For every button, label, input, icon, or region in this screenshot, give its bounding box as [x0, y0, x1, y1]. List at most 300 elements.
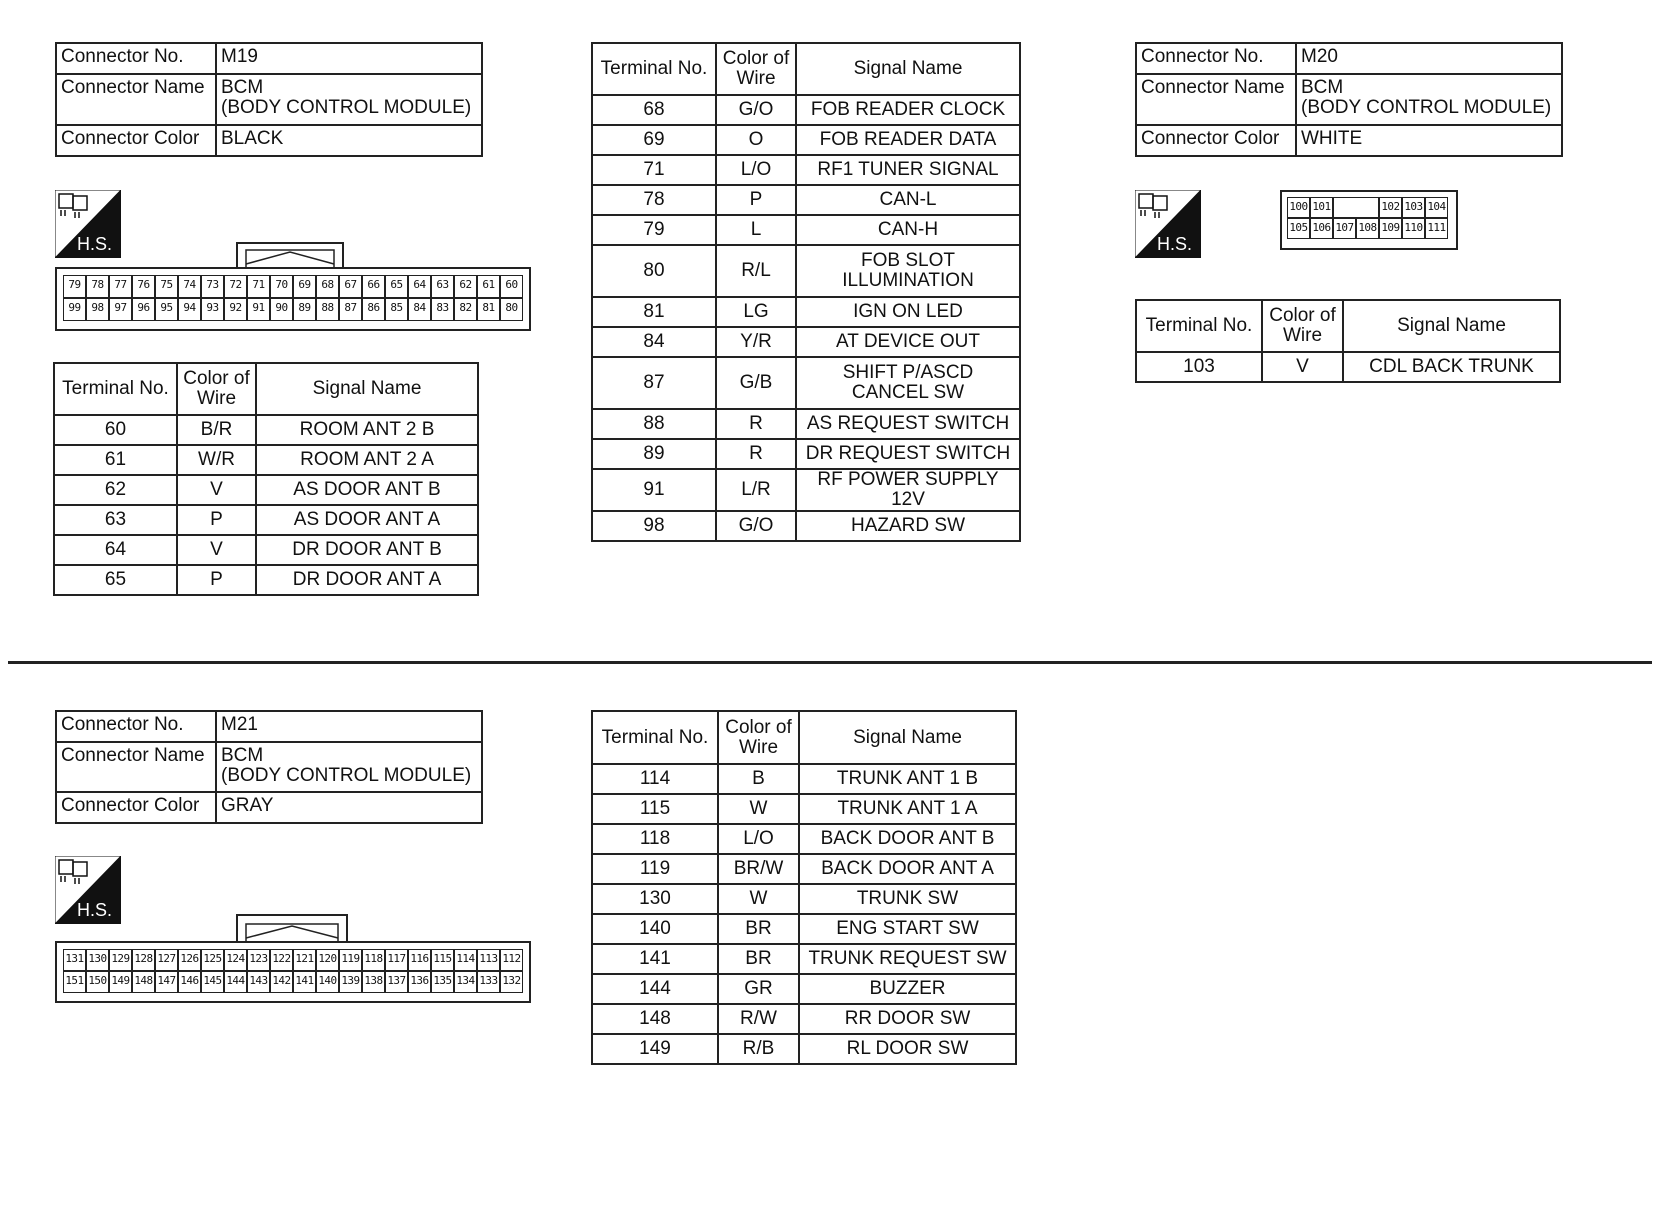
wire-color-cell: R	[716, 409, 796, 439]
color-of-label: Color of	[725, 716, 792, 738]
m21-connector-info	[55, 710, 483, 824]
connector-name-value	[216, 742, 482, 792]
connector-name-label: Connector Name	[1136, 74, 1296, 125]
pin-cell: 139	[339, 971, 362, 993]
wire-label: Wire	[1282, 325, 1323, 346]
pin-cell: 136	[408, 971, 431, 993]
pin-cell: 89	[293, 298, 316, 321]
pin-cell: 76	[132, 275, 155, 298]
connector-no-label: Connector No.	[56, 43, 216, 74]
table-row	[592, 155, 1020, 185]
pin-cell: 144	[224, 971, 247, 993]
pin-cell: 64	[408, 275, 431, 298]
signal-name-line-1: RF POWER SUPPLY 12V	[817, 469, 999, 510]
table-row	[592, 297, 1020, 327]
wire-color-cell: R	[716, 439, 796, 469]
pin-cell: 94	[178, 298, 201, 321]
wire-color-cell: W	[718, 794, 799, 824]
pin-cell: 123	[247, 949, 270, 971]
pin-cell: 126	[178, 949, 201, 971]
pin-cell: 120	[316, 949, 339, 971]
wire-color-cell: L/R	[716, 469, 796, 511]
pin-cell: 142	[270, 971, 293, 993]
wire-color-cell: G/O	[716, 511, 796, 541]
pin-cell: 147	[155, 971, 178, 993]
terminal-no-cell: 62	[54, 475, 177, 505]
table-row	[592, 944, 1016, 974]
terminal-no-cell: 71	[592, 155, 716, 185]
signal-name-line-1: FOB READER DATA	[819, 129, 997, 150]
terminal-no-cell: 60	[54, 415, 177, 445]
pin-cell: 97	[109, 298, 132, 321]
connector-latch	[236, 914, 348, 944]
pin-cell: 84	[408, 298, 431, 321]
color-of-label: Color of	[183, 368, 250, 389]
signal-name-line-1: CAN-H	[877, 219, 939, 240]
pin-cell: 72	[224, 275, 247, 298]
connector-color-value: WHITE	[1296, 125, 1562, 156]
pin-cell: 132	[500, 971, 523, 993]
pin-cell: 83	[431, 298, 454, 321]
terminal-no-header: Terminal No.	[592, 43, 716, 95]
pin-cell: 69	[293, 275, 316, 298]
pin-cell: 115	[431, 949, 454, 971]
pin-cell: 60	[500, 275, 523, 298]
terminal-no-cell: 118	[592, 824, 718, 854]
terminal-no-cell: 88	[592, 409, 716, 439]
pin-cell: 80	[500, 298, 523, 321]
pin-cell: 108	[1356, 218, 1379, 239]
pin-cell: 107	[1333, 218, 1356, 239]
terminal-no-cell: 65	[54, 565, 177, 595]
wire-label: Wire	[736, 68, 776, 89]
connector-color-label: Connector Color	[56, 792, 216, 823]
table-row	[54, 445, 478, 475]
terminal-no-cell: 81	[592, 297, 716, 327]
wire-color-cell: R/B	[718, 1034, 799, 1064]
pin-cell: 71	[247, 275, 270, 298]
signal-name-cell: TRUNK ANT 1 B	[799, 764, 1016, 794]
wire-color-cell: LG	[716, 297, 796, 327]
signal-name-cell: RR DOOR SW	[799, 1004, 1016, 1034]
signal-name-line-1: IGN ON LED	[853, 301, 963, 322]
m20-pin-grid-bottom	[1287, 218, 1448, 239]
pin-cell: 87	[339, 298, 362, 321]
signal-name-line-1: SHIFT P/ASCD	[842, 362, 974, 383]
pin-cell: 143	[247, 971, 270, 993]
table-row	[592, 974, 1016, 1004]
connector-name-line-1: BCM	[221, 77, 264, 98]
signal-name-cell: AS DOOR ANT A	[256, 505, 478, 535]
wire-color-cell: BR/W	[718, 854, 799, 884]
signal-name-cell	[796, 327, 1020, 357]
pin-cell: 96	[132, 298, 155, 321]
terminal-no-header: Terminal No.	[54, 363, 177, 415]
connector-color-value: BLACK	[216, 125, 482, 156]
terminal-no-cell: 80	[592, 245, 716, 297]
terminal-no-cell: 61	[54, 445, 177, 475]
pin-cell: 105	[1287, 218, 1310, 239]
pin-cell: 134	[454, 971, 477, 993]
pin-cell: 135	[431, 971, 454, 993]
signal-name-cell	[796, 125, 1020, 155]
signal-name-cell	[796, 155, 1020, 185]
wire-color-cell: P	[716, 185, 796, 215]
signal-name-cell	[796, 95, 1020, 125]
table-row	[592, 884, 1016, 914]
pin-cell: 148	[132, 971, 155, 993]
table-row	[54, 505, 478, 535]
pin-cell: 116	[408, 949, 431, 971]
middle-signal-rows	[592, 95, 1020, 541]
color-of-wire-header	[177, 363, 256, 415]
pin-cell: 103	[1402, 197, 1425, 218]
m21-signal-table	[591, 710, 1017, 1065]
wire-color-cell: G/O	[716, 95, 796, 125]
pin-cell: 125	[201, 949, 224, 971]
m20-pin-grid-top	[1287, 197, 1448, 218]
signal-name-cell	[796, 215, 1020, 245]
pin-cell: 65	[385, 275, 408, 298]
pin-cell: 90	[270, 298, 293, 321]
wire-label: Wire	[738, 736, 779, 758]
pin-cell: 129	[109, 949, 132, 971]
pin-cell: 114	[454, 949, 477, 971]
connector-name-label: Connector Name	[56, 74, 216, 125]
signal-name-line-1: AS REQUEST SWITCH	[806, 413, 1010, 434]
table-row	[592, 357, 1020, 409]
m20-connector-face	[1280, 190, 1458, 250]
wire-color-cell: B	[718, 764, 799, 794]
wire-color-cell: V	[177, 475, 256, 505]
terminal-no-cell: 87	[592, 357, 716, 409]
pin-cell: 131	[63, 949, 86, 971]
wire-color-cell: V	[177, 535, 256, 565]
connector-name-label: Connector Name	[56, 742, 216, 792]
pin-cell: 102	[1379, 197, 1402, 218]
pin-cell: 78	[86, 275, 109, 298]
signal-name-line-1: AT DEVICE OUT	[836, 331, 980, 352]
color-of-label: Color of	[1269, 305, 1336, 326]
signal-name-line-1: DR REQUEST SWITCH	[805, 443, 1011, 464]
terminal-no-cell: 130	[592, 884, 718, 914]
pin-cell: 61	[477, 275, 500, 298]
signal-name-cell: ENG START SW	[799, 914, 1016, 944]
table-row	[592, 215, 1020, 245]
m20-signal-rows	[1136, 352, 1560, 382]
pin-cell: 100	[1287, 197, 1310, 218]
pin-cell: 119	[339, 949, 362, 971]
connector-no-value: M21	[216, 711, 482, 742]
pin-cell: 104	[1425, 197, 1448, 218]
signal-name-cell: AS DOOR ANT B	[256, 475, 478, 505]
pin-cell: 88	[316, 298, 339, 321]
hs-label: H.S.	[77, 234, 113, 254]
color-of-wire-header	[718, 711, 799, 764]
signal-name-header: Signal Name	[256, 363, 478, 415]
signal-name-cell	[796, 409, 1020, 439]
terminal-no-cell: 144	[592, 974, 718, 1004]
signal-name-cell	[796, 245, 1020, 297]
wire-color-cell: L/O	[716, 155, 796, 185]
signal-name-cell	[796, 511, 1020, 541]
pin-cell: 93	[201, 298, 224, 321]
pin-cell: 117	[385, 949, 408, 971]
table-row	[592, 824, 1016, 854]
m19-connector-info	[55, 42, 483, 157]
wire-color-cell: L	[716, 215, 796, 245]
terminal-no-cell: 149	[592, 1034, 718, 1064]
pin-cell: 150	[86, 971, 109, 993]
m21-signal-rows	[592, 764, 1016, 1064]
pin-cell: 67	[339, 275, 362, 298]
signal-name-cell: BACK DOOR ANT B	[799, 824, 1016, 854]
pin-cell: 130	[86, 949, 109, 971]
m19-signal-table-continued	[591, 42, 1021, 542]
pin-cell: 86	[362, 298, 385, 321]
wire-color-cell: R/L	[716, 245, 796, 297]
signal-name-cell: TRUNK REQUEST SW	[799, 944, 1016, 974]
terminal-no-cell: 141	[592, 944, 718, 974]
signal-name-line-1: FOB READER CLOCK	[810, 99, 1006, 120]
harness-side-icon	[55, 190, 121, 258]
m20-connector-info	[1135, 42, 1563, 157]
connector-latch	[236, 242, 344, 270]
connector-name-value	[216, 74, 482, 125]
signal-name-cell	[796, 185, 1020, 215]
pin-cell: 124	[224, 949, 247, 971]
m21-connector-face	[55, 941, 531, 1003]
blank-cavity	[1333, 197, 1379, 218]
pin-cell: 133	[477, 971, 500, 993]
pin-cell: 81	[477, 298, 500, 321]
signal-name-line-1: HAZARD SW	[851, 515, 965, 536]
pin-cell: 112	[500, 949, 523, 971]
m19-signal-table	[53, 362, 479, 596]
pin-cell: 138	[362, 971, 385, 993]
harness-side-icon	[1135, 190, 1201, 258]
table-row	[54, 475, 478, 505]
pin-cell: 140	[316, 971, 339, 993]
connector-no-label: Connector No.	[56, 711, 216, 742]
terminal-no-cell: 78	[592, 185, 716, 215]
connector-color-value: GRAY	[216, 792, 482, 823]
table-row	[54, 535, 478, 565]
signal-name-cell: BACK DOOR ANT A	[799, 854, 1016, 884]
pin-cell: 75	[155, 275, 178, 298]
wire-color-cell: P	[177, 505, 256, 535]
pin-cell: 77	[109, 275, 132, 298]
wire-color-cell: W/R	[177, 445, 256, 475]
table-row	[592, 794, 1016, 824]
pin-cell: 149	[109, 971, 132, 993]
hs-label: H.S.	[1157, 234, 1193, 254]
pin-cell: 151	[63, 971, 86, 993]
table-row	[1136, 352, 1560, 382]
wire-color-cell: R/W	[718, 1004, 799, 1034]
pin-cell: 79	[63, 275, 86, 298]
m19-pin-grid	[63, 275, 523, 321]
terminal-no-cell: 68	[592, 95, 716, 125]
pin-cell: 122	[270, 949, 293, 971]
table-row	[592, 409, 1020, 439]
wire-color-cell: B/R	[177, 415, 256, 445]
wire-label: Wire	[196, 388, 237, 409]
terminal-no-cell: 64	[54, 535, 177, 565]
connector-name-line-2: (BODY CONTROL MODULE)	[221, 97, 472, 118]
signal-name-cell: TRUNK SW	[799, 884, 1016, 914]
terminal-no-cell: 103	[1136, 352, 1262, 382]
table-row	[592, 854, 1016, 884]
signal-name-cell	[796, 297, 1020, 327]
wire-color-cell: V	[1262, 352, 1343, 382]
latch-mark-icon	[238, 916, 346, 944]
signal-name-cell	[796, 439, 1020, 469]
connector-name-value	[1296, 74, 1562, 125]
color-of-wire-header	[716, 43, 796, 95]
signal-name-line-1: FOB SLOT	[861, 250, 955, 271]
connector-name-line-2: (BODY CONTROL MODULE)	[221, 765, 472, 786]
pin-cell: 113	[477, 949, 500, 971]
terminal-no-cell: 119	[592, 854, 718, 884]
terminal-no-cell: 148	[592, 1004, 718, 1034]
pin-cell: 127	[155, 949, 178, 971]
table-row	[592, 185, 1020, 215]
color-of-label: Color of	[722, 48, 790, 69]
pin-cell: 63	[431, 275, 454, 298]
wire-color-cell: W	[718, 884, 799, 914]
pin-cell: 137	[385, 971, 408, 993]
signal-name-cell	[796, 469, 1020, 511]
pin-cell: 101	[1310, 197, 1333, 218]
connector-no-label: Connector No.	[1136, 43, 1296, 74]
pin-cell: 73	[201, 275, 224, 298]
terminal-no-cell: 69	[592, 125, 716, 155]
signal-name-cell: ROOM ANT 2 A	[256, 445, 478, 475]
wire-color-cell: O	[716, 125, 796, 155]
pin-cell: 121	[293, 949, 316, 971]
harness-side-icon	[55, 856, 121, 924]
pin-cell: 68	[316, 275, 339, 298]
table-row	[592, 511, 1020, 541]
signal-name-cell: CDL BACK TRUNK	[1343, 352, 1560, 382]
signal-name-cell: TRUNK ANT 1 A	[799, 794, 1016, 824]
terminal-no-cell: 63	[54, 505, 177, 535]
terminal-no-cell: 98	[592, 511, 716, 541]
table-row	[592, 469, 1020, 511]
m21-pin-grid	[63, 949, 523, 993]
pin-cell: 70	[270, 275, 293, 298]
signal-name-line-2: ILLUMINATION	[842, 270, 974, 291]
hs-label: H.S.	[77, 900, 113, 920]
signal-name-cell: RL DOOR SW	[799, 1034, 1016, 1064]
terminal-no-cell: 79	[592, 215, 716, 245]
connector-no-value: M20	[1296, 43, 1562, 74]
signal-name-line-2: CANCEL SW	[851, 382, 965, 403]
table-row	[592, 1004, 1016, 1034]
wire-color-cell: BR	[718, 914, 799, 944]
m20-signal-table	[1135, 299, 1561, 383]
pin-cell: 95	[155, 298, 178, 321]
terminal-no-cell: 91	[592, 469, 716, 511]
signal-name-line-1: RF1 TUNER SIGNAL	[817, 159, 999, 180]
wire-color-cell: P	[177, 565, 256, 595]
table-row	[592, 125, 1020, 155]
signal-name-header: Signal Name	[1343, 300, 1560, 352]
wire-color-cell: G/B	[716, 357, 796, 409]
terminal-no-header: Terminal No.	[1136, 300, 1262, 352]
signal-name-header: Signal Name	[799, 711, 1016, 764]
terminal-no-header: Terminal No.	[592, 711, 718, 764]
connector-name-line-1: BCM	[1301, 77, 1344, 98]
table-row	[592, 764, 1016, 794]
section-divider	[8, 661, 1652, 664]
table-row	[54, 415, 478, 445]
pin-cell: 128	[132, 949, 155, 971]
pin-cell: 141	[293, 971, 316, 993]
signal-name-cell: DR DOOR ANT B	[256, 535, 478, 565]
signal-name-line-1: CAN-L	[879, 189, 937, 210]
pin-cell: 109	[1379, 218, 1402, 239]
pin-cell: 74	[178, 275, 201, 298]
pin-cell: 92	[224, 298, 247, 321]
signal-name-cell	[796, 357, 1020, 409]
pin-cell: 66	[362, 275, 385, 298]
pin-cell: 82	[454, 298, 477, 321]
pin-cell: 62	[454, 275, 477, 298]
pin-cell: 98	[86, 298, 109, 321]
table-row	[592, 327, 1020, 357]
color-of-wire-header	[1262, 300, 1343, 352]
terminal-no-cell: 115	[592, 794, 718, 824]
connector-name-line-1: BCM	[221, 745, 264, 766]
pin-cell: 106	[1310, 218, 1333, 239]
connector-color-label: Connector Color	[1136, 125, 1296, 156]
table-row	[592, 1034, 1016, 1064]
terminal-no-cell: 114	[592, 764, 718, 794]
terminal-no-cell: 84	[592, 327, 716, 357]
pin-cell: 110	[1402, 218, 1425, 239]
wire-color-cell: Y/R	[716, 327, 796, 357]
connector-name-line-2: (BODY CONTROL MODULE)	[1301, 97, 1552, 118]
signal-name-cell: BUZZER	[799, 974, 1016, 1004]
table-row	[592, 914, 1016, 944]
pin-cell: 85	[385, 298, 408, 321]
connector-no-value: M19	[216, 43, 482, 74]
terminal-no-cell: 89	[592, 439, 716, 469]
pin-cell: 91	[247, 298, 270, 321]
m19-signal-rows	[54, 415, 478, 595]
signal-name-cell: DR DOOR ANT A	[256, 565, 478, 595]
pin-cell: 111	[1425, 218, 1448, 239]
pin-cell: 146	[178, 971, 201, 993]
table-row	[54, 565, 478, 595]
table-row	[592, 245, 1020, 297]
wire-color-cell: L/O	[718, 824, 799, 854]
wire-color-cell: GR	[718, 974, 799, 1004]
pin-cell: 145	[201, 971, 224, 993]
table-row	[592, 439, 1020, 469]
table-row	[592, 95, 1020, 125]
m19-connector-face	[55, 267, 531, 331]
pin-cell: 99	[63, 298, 86, 321]
pin-cell: 118	[362, 949, 385, 971]
wire-color-cell: BR	[718, 944, 799, 974]
signal-name-header: Signal Name	[796, 43, 1020, 95]
terminal-no-cell: 140	[592, 914, 718, 944]
signal-name-cell: ROOM ANT 2 B	[256, 415, 478, 445]
connector-color-label: Connector Color	[56, 125, 216, 156]
